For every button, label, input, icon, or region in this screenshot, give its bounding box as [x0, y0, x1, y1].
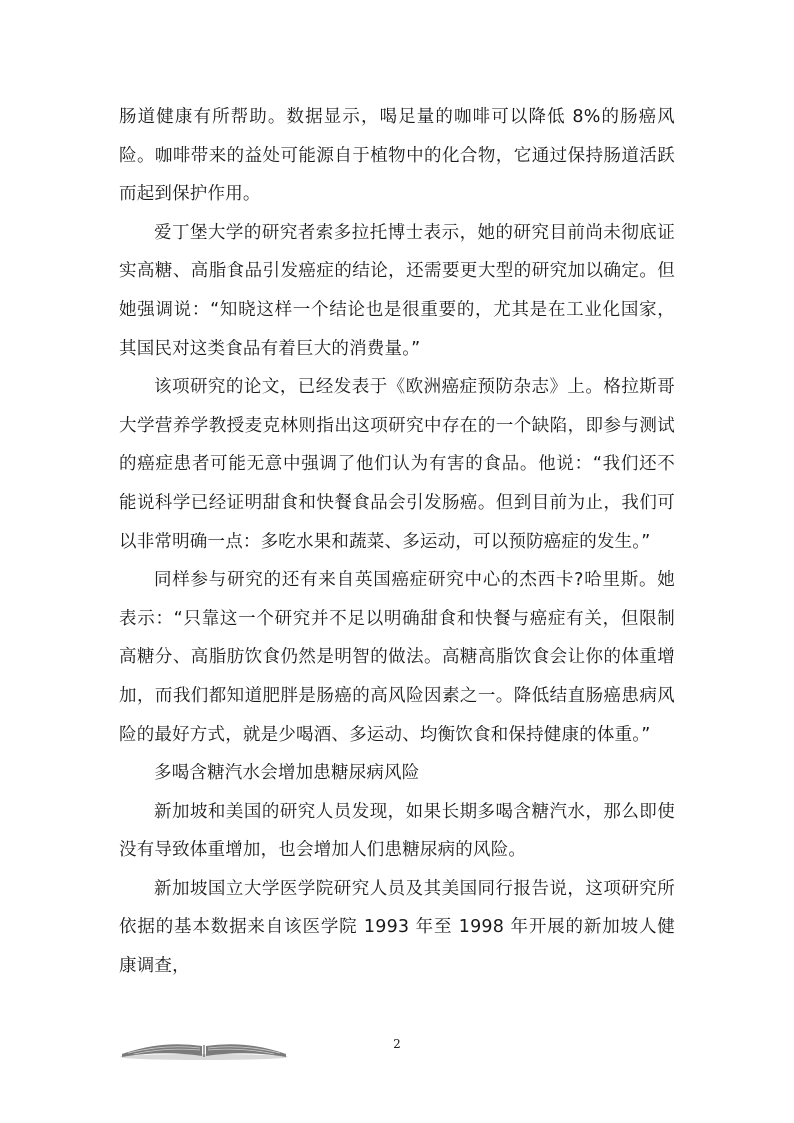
paragraph: 新加坡和美国的研究人员发现，如果长期多喝含糖汽水，那么即使没有导致体重增加，也会增加人们患糖尿病的风险。	[119, 801, 675, 861]
paragraph: 该项研究的论文，已经发表于《欧洲癌症预防杂志》上。格拉斯哥大学营养学教授麦克林则指出这项研究中存在的一个缺陷，即参与测试的癌症患者可能无意中强调了他们认为有害的食品。他说：“我们还不能说科学已经证明甜食和快餐食品会引发肠癌。但到目前为止，我们可以非常明确一点：多吃水果和蔬菜、多运动，可以预防癌症的发生。”	[119, 377, 675, 552]
paragraph: 爱丁堡大学的研究者索多拉托博士表示，她的研究目前尚未彻底证实高糖、高脂食品引发癌症的结论，还需要更大型的研究加以确定。但她强调说：“知晓这样一个结论也是很重要的，尤其是在工业化国家，其国民对这类食品有着巨大的消费量。”	[119, 222, 675, 359]
paragraph: 新加坡国立大学医学院研究人员及其美国同行报告说，这项研究所依据的基本数据来自该医学院 1993 年至 1998 年开展的新加坡人健康调查，	[119, 878, 675, 977]
page-number: 2	[393, 1037, 401, 1051]
paragraph: 肠道健康有所帮助。数据显示，喝足量的咖啡可以降低 8%的肠癌风险。咖啡带来的益处可能源自于植物中的化合物，它通过保持肠道活跃而起到保护作用。	[119, 107, 675, 205]
paragraph: 同样参与研究的还有来自英国癌症研究中心的杰西卡?哈里斯。她表示：“只靠这一个研究并不足以明确甜食和快餐与癌症有关，但限制高糖分、高脂肪饮食仍然是明智的做法。高糖高脂饮食会让你的体重增加，而我们都知道肥胖是肠癌的高风险因素之一。降低结直肠癌患病风险的最好方式，就是少喝酒、多运动、均衡饮食和保持健康的体重。”	[119, 570, 675, 745]
document-body	[119, 98, 675, 986]
section-heading: 多喝含糖汽水会增加患糖尿病风险	[154, 763, 420, 784]
